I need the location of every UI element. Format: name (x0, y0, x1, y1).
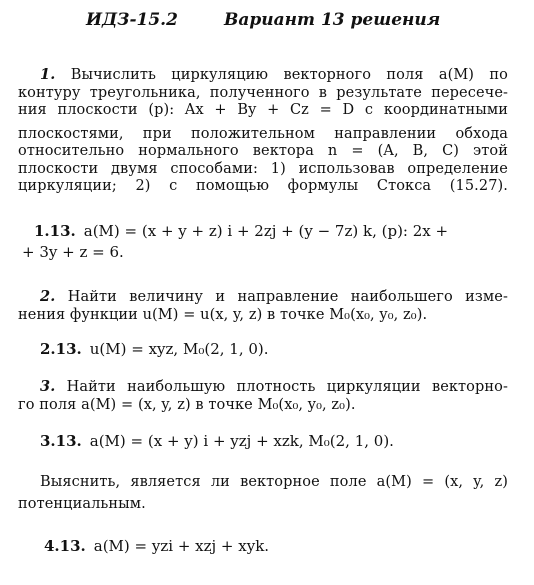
task-3-line-1 (18, 378, 508, 397)
task-1-line-4: плоскостями, при положительном направлении обхода (18, 125, 508, 142)
variant-number: 3.13. (40, 432, 82, 450)
task-text: Найти наибольшую плотность циркуляции векторно- (66, 379, 508, 395)
variant-2 (40, 340, 269, 358)
task-number: 2. (40, 288, 56, 305)
variant-formula: a(M) = yzi + xzj + xyk. (93, 537, 270, 555)
task-3 (18, 378, 508, 414)
task-1-line-2: контуру треугольника, полученного в результате пересече- (18, 84, 508, 101)
variant-1-line-2: + 3y + z = 6. (22, 243, 124, 261)
variant-1-line-1 (34, 222, 500, 240)
variant-number: 2.13. (40, 340, 82, 358)
variant-formula: a(M) = (x + y) i + yzj + xzk, M₀(2, 1, 0). (89, 432, 394, 450)
task-1-line-1 (18, 66, 508, 85)
task-text: Вычислить циркуляцию векторного поля a(M) по (70, 67, 508, 83)
variant-4 (44, 537, 269, 555)
task-1-line-6: плоскости двумя способами: 1) использовав определение (18, 160, 508, 177)
variant-formula: a(M) = (x + y + z) i + 2zj + (y − 7z) k, (p): 2x + (83, 222, 449, 240)
task-1 (18, 66, 508, 196)
task-text: Найти величину и направление наибольшего изме- (67, 289, 508, 305)
variant-formula: u(M) = xyz, M₀(2, 1, 0). (89, 340, 269, 358)
task-2-line-1 (18, 288, 508, 307)
task-number: 1. (40, 66, 56, 83)
task-1-line-7: циркуляции; 2) с помощью формулы Стокса (15.27). (18, 178, 508, 194)
task-4 (18, 474, 508, 513)
task-4-line-1: Выяснить, является ли векторное поле a(M) = (x, y, z) (40, 474, 508, 490)
task-2 (18, 288, 508, 324)
task-4-line-2: потенциальным. (18, 495, 146, 512)
task-2-line-2: нения функции u(M) = u(x, y, z) в точке M₀(x₀, y₀, z₀). (18, 306, 428, 323)
task-1-line-3: ния плоскости (p): Ax + By + Cz = D с координатными (18, 102, 508, 118)
variant-number: 1.13. (34, 222, 76, 240)
task-3-line-2: го поля a(M) = (x, y, z) в точке M₀(x₀, y₀, z₀). (18, 396, 356, 413)
variant-title: Вариант 13 решения (224, 10, 441, 30)
assignment-code: ИДЗ-15.2 (86, 10, 178, 30)
task-number: 3. (40, 378, 56, 395)
variant-3 (40, 432, 394, 450)
variant-number: 4.13. (44, 537, 86, 555)
task-1-line-5: относительно нормального вектора n = (A, B, C) этой (18, 143, 508, 159)
